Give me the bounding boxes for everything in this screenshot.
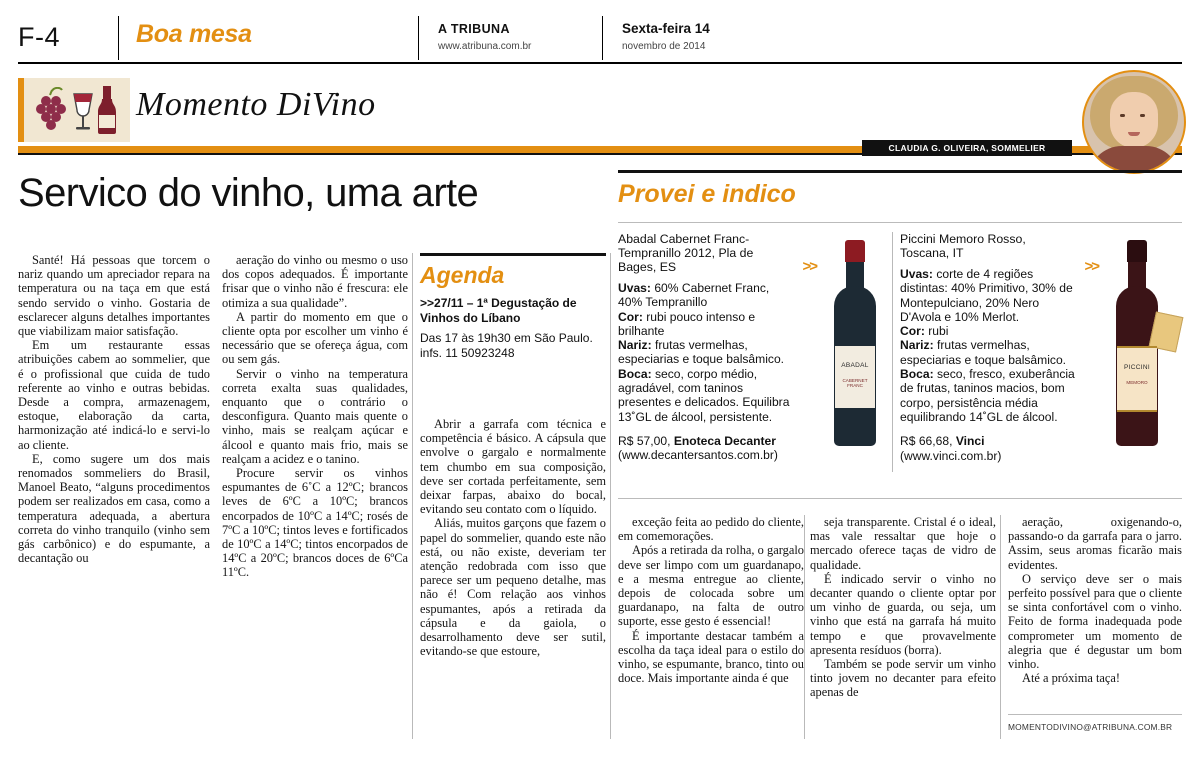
paragraph: Até a próxima taça!: [1022, 671, 1121, 686]
agenda-title: Agenda: [420, 262, 505, 288]
paper-name: A TRIBUNA: [438, 22, 510, 36]
issue-date: Sexta-feira 14: [622, 21, 710, 36]
provei-divider: [618, 222, 1182, 223]
article-column-3: [420, 417, 606, 658]
paragraph: Servir o vinho na temperatura correta exalta suas qualidades, enquanto que o contrário o desconfigura. Quanto mais quente o vinho, mais se realçam açúcar e álcool e quanto mais frio, mais se realçam a acidez e o tanino.: [222, 366, 408, 466]
wine-bottle-image: [1104, 240, 1170, 448]
uvas-label: Uvas:: [900, 267, 933, 281]
wine-name: Abadal Cabernet Franc-Tempranillo 2012, Pla de Bages, ES: [618, 232, 754, 274]
boca-label: Boca:: [618, 366, 652, 381]
article-column-5: [810, 515, 996, 700]
bottle-label-title: PICCINI: [1124, 364, 1150, 371]
chevron-right-icon: >>: [802, 258, 816, 275]
paragraph: Aliás, muitos garçons que fazem o papel do sommelier, quando este não está, ou não existe, deveriam ter atenção redobrada com isso que parece ser um pequeno detalhe, mas não é! Com relação aos vinhos espumantes, após a retirada da cápsula e da gaiola, o desarrolhamento deve ser sutil, evitando-se que estoure,: [420, 516, 606, 659]
nariz-label: Nariz:: [618, 338, 652, 353]
paragraph: A partir do momento em que o cliente opta por escolher um vinho é necessário que se ofereça água, com ou sem gás.: [222, 309, 408, 367]
paragraph: exceção feita ao pedido do cliente, em comemorações.: [618, 515, 804, 544]
wine-price: R$ 57,00,: [618, 433, 671, 448]
uvas-value: corte de 4 regiões distintas: 40% Primitivo, 30% de Montepulciano, 20% Nero D'Avola e 10% Merlot.: [900, 267, 1073, 324]
paragraph: E, como sugere um dos mais renomados sommeliers do Brasil, Manoel Beato, “alguns procedimentos podem ser realizados em casa, como a temperatura adequada, a abertura correta do vinho tranquilo (vinho sem gás carbônico) e do espumante, a decantação ou: [18, 451, 210, 566]
article-column-4: [618, 515, 804, 685]
wine-price: R$ 66,68,: [900, 434, 953, 449]
provei-title: Provei e indico: [618, 180, 796, 208]
masthead-divider-3: [602, 16, 603, 60]
wine-details: [900, 267, 1078, 424]
author-credit: CLAUDIA G. OLIVEIRA, SOMMELIER: [862, 140, 1072, 156]
agenda-event-title: >>27/11 – 1ª Degustação de Vinhos do Líbano: [420, 296, 577, 325]
section-title: Boa mesa: [136, 20, 252, 48]
agenda-event-detail: Das 17 às 19h30 em São Paulo. infs. 11 50923248: [420, 331, 593, 360]
paragraph: aeração do vinho ou mesmo o uso dos copos adequados. É importante frisar que o vinho não é frescura: ele otimiza a sua qualidade”.: [222, 253, 408, 310]
agenda-body: [420, 296, 606, 360]
wine-bottle-icon: [94, 85, 120, 135]
wine-site[interactable]: (www.vinci.com.br): [900, 448, 1002, 463]
cor-value: rubi: [924, 324, 949, 339]
nariz-value: frutas vermelhas, especiarias e toque balsâmico.: [618, 338, 785, 367]
wine-shop: Vinci: [952, 434, 985, 449]
paragraph: Procure servir os vinhos espumantes de 6˚C a 12ºC; brancos leves de 6ºC a 10ºC; brancos encorpados de 10ºC a 14ºC; rosés de 7ºC a 10ºC; tintos leves e fortificados de 10ºC a 14ºC; tintos encorpados de 14ºC a 20ºC; brancos doces de 6ºCa 11ºC.: [222, 466, 408, 580]
wine-shop: Enoteca Decanter: [670, 433, 776, 448]
paragraph: seja transparente. Cristal é o ideal, mas vale ressaltar que hoje o mercado oferece taças de vidro de qualidade.: [810, 515, 996, 572]
uvas-value: 60% Cabernet Franc, 40% Tempranillo: [618, 281, 770, 310]
contact-email[interactable]: MOMENTODIVINO@ATRIBUNA.COM.BR: [1008, 722, 1173, 732]
provei-rule: [618, 170, 1182, 173]
wine-site[interactable]: (www.decantersantos.com.br): [618, 448, 778, 463]
article-column-2: [222, 253, 408, 580]
paragraph: O serviço deve ser o mais perfeito possível para que o cliente se sinta confortável com o vinho. Feito de forma inadequada pode comprometer um momento de alegria que é degustar um bom vinho.: [1008, 571, 1182, 672]
bottle-label-title: ABADAL: [841, 362, 869, 369]
wine-card: [900, 232, 1170, 463]
masthead-divider-1: [118, 16, 119, 60]
paragraph: É importante destacar também a escolha da taça ideal para o estilo do vinho, se espumante, branco, tinto ou doce. Mais importante ainda é que: [618, 628, 804, 686]
wine-bottle-image: [822, 240, 888, 448]
paragraph: Após a retirada da rolha, o gargalo deve ser limpo com um guardanapo, e a mesma entregue ao cliente, depois de colocada sobre um guardanapo, na falta de outro suporte, esse gesto é essencial!: [618, 543, 804, 629]
boca-label: Boca:: [900, 367, 934, 382]
chevron-right-icon: >>: [1084, 258, 1098, 275]
bottle-label-sub: MEMORO: [1126, 380, 1148, 385]
article-column-6: [1008, 515, 1182, 685]
page-folio: F-4: [18, 22, 60, 52]
author-portrait: [1082, 70, 1186, 174]
grapes-icon: [32, 87, 72, 131]
column-rule-1: [412, 253, 413, 739]
paragraph: Santé! Há pessoas que torcem o nariz quando um apreciador repara na temperatura ou na taça em que está sendo servido o vinho. Gostaria de esclarecer alguns detalhes importantes que viabilizam maior satisfação.: [18, 253, 210, 339]
wine-card: [618, 232, 888, 463]
paragraph: Também se pode servir um vinho tinto jovem no decanter para efeito apenas de: [810, 657, 996, 700]
wine-details: [618, 281, 796, 424]
nariz-label: Nariz:: [900, 338, 934, 353]
wine-divider: [892, 232, 893, 472]
cor-label: Cor:: [618, 309, 643, 324]
masthead-divider-2: [418, 16, 419, 60]
column-rule-3: [804, 515, 805, 739]
cor-value: rubi pouco intenso e brilhante: [618, 309, 756, 338]
column-logo-title: Momento DiVino: [136, 86, 376, 123]
footer-rule: [1008, 714, 1182, 715]
wine-illustration: [18, 78, 130, 142]
boca-value: seco, fresco, exuberância de frutas, taninos macios, bom corpo, persistência média equilibrando 14˚GL de álcool.: [900, 367, 1075, 424]
article-column-1: [18, 253, 210, 565]
column-rule-4: [1000, 515, 1001, 739]
section-divider: [618, 498, 1182, 499]
boca-value: seco, corpo médio, agradável, com taninos presentes e delicados. Equilibra 13˚GL de álcool, persistente.: [618, 366, 790, 424]
page-title: Servico do vinho, uma arte: [18, 171, 479, 215]
masthead: [18, 16, 1182, 64]
bottle-label-sub: CABERNET FRANC: [842, 378, 868, 388]
uvas-label: Uvas:: [618, 281, 651, 295]
nariz-value: frutas vermelhas, especiarias e toque balsâmico.: [900, 338, 1067, 367]
cor-label: Cor:: [900, 324, 925, 339]
agenda-rule: [420, 253, 606, 256]
paragraph: aeração, oxigenando-o, passando-o da garrafa para o jarro. Assim, seus aromas ficarão mais evidentes.: [1008, 515, 1182, 572]
issue-date-sub: novembro de 2014: [622, 41, 706, 52]
paragraph: Em um restaurante essas atribuições cabem ao sommelier, que é o profissional que cuida de tudo referente ao vinho e outras bebidas. Desde a compra, armazenagem, estoque, elaboração da carta, harmonização até indicá-lo e servi-lo ao cliente.: [18, 338, 210, 452]
wine-price-block: [618, 434, 796, 463]
wine-name: Piccini Memoro Rosso, Toscana, IT: [900, 232, 1026, 260]
column-logo-band: [18, 78, 1182, 142]
wine-price-block: [900, 434, 1078, 463]
paragraph: Abrir a garrafa com técnica e competência é básico. A cápsula que envolve o gargalo e normalmente tem chumbo em sua composição, deve ser cortada perfeitamente, sem deixar farpas, abaixo do bocal, evitando seu contato com o líquido.: [420, 417, 606, 517]
paper-url: www.atribuna.com.br: [438, 41, 532, 52]
paragraph: É indicado servir o vinho no decanter quando o cliente optar por um vinho de guarda, ou seja, um vinho que está na garrafa há muito tempo e que provavelmente apresenta resíduos (borra).: [810, 571, 996, 657]
column-rule-2: [610, 253, 611, 739]
